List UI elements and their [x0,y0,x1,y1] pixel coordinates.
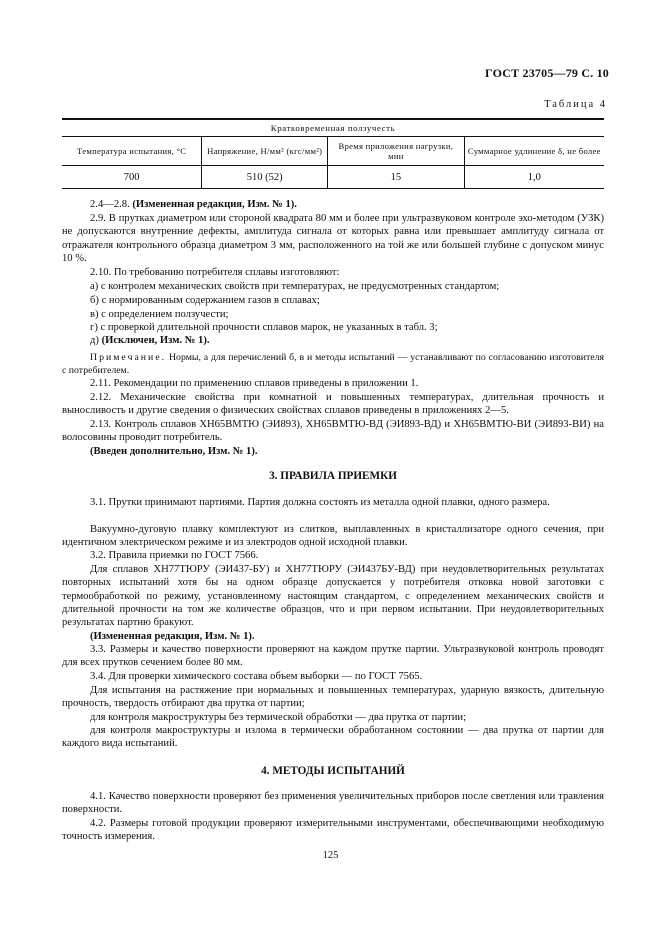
col-header-stress: Напряжение, Н/мм² (кгс/мм²) [202,137,328,166]
section-3-title: 3. ПРАВИЛА ПРИЕМКИ [269,470,397,482]
list-item-g: г) с проверкой длительной прочности сплавов марок, не указанных в табл. 3; [90,322,438,333]
paragraph-2-9: 2.9. В прутках диаметром или стороной квадрата 80 мм и более при ультразвуковом контроле эхо-методом (УЗК) не допускаются внутренние дефекты, амплитуда сигнала от которых равна или превышает амплитуду сигнала от отражателя контрольного образца диаметром 3 мм, расположенного на той же или большей глубине с допуском минус 10 %. [62,213,604,264]
note-label: Примечание. [90,352,167,363]
paragraph-2-10: 2.10. По требованию потребителя сплавы изготовляют: [90,267,340,278]
note-text: Нормы, а для перечислений б, в и методы испытаний — устанавливают по согласованию изготовителя с потребителем. [62,352,605,377]
paragraph-3-1-cont: Вакуумно-дуговую плавку комплектуют из слитков, выплавленных в кристаллизаторе одного сечения, при идентичном электрическом режиме и из электродов одной исходной плавки. [62,524,604,549]
table-cell: 15 [328,166,465,189]
paragraph-2-11: 2.11. Рекомендации по применению сплавов приведены в приложении 1. [90,378,419,389]
paragraph-2-12: 2.12. Механические свойства при комнатной и повышенных температурах, длительная прочность и выносливость и другие сведения о физических свойствах сплавов приведены в приложениях 2—5. [62,392,604,417]
paragraph-2-4-2-8 [62,198,604,211]
col-header-elongation: Суммарное удлинение δ, не более [464,137,604,166]
table-cell: 510 (52) [202,166,328,189]
amendment-note: (Измененная редакция, Изм. № 1). [132,199,297,210]
page-number: 125 [322,850,339,861]
paragraph-3-1: 3.1. Прутки принимают партиями. Партия должна состоять из металла одной плавки, одного размера. [90,497,550,508]
paragraph-4-1: 4.1. Качество поверхности проверяют без применения увеличительных приборов после светления или травления поверхности. [62,791,604,816]
amendment-note: (Исключен, Изм. № 1). [101,335,210,346]
paragraph-3-2: 3.2. Правила приемки по ГОСТ 7566. [90,550,259,561]
paragraph-3-3: 3.3. Размеры и качество поверхности проверяют на каждом прутке партии. Ультразвуковой контроль проводят для всех прутков сечением более 80 мм. [62,644,604,669]
list-item-b: б) с нормированным содержанием газов в сплавах; [90,295,320,306]
document-reference: ГОСТ 23705—79 С. 10 [485,66,609,80]
clause-number: 2.4—2.8. [90,199,130,210]
table-cell: 700 [62,166,202,189]
amendment-note: (Введен дополнительно, Изм. № 1). [90,446,258,457]
paragraph-3-4-fracture: для контроля макроструктуры и излома в термически обработанном состоянии — два прутка от партии для каждого вида испытаний. [62,725,604,750]
creep-table [62,118,604,189]
list-item-a: а) с контролем механических свойств при температурах, не предусмотренных стандартом; [90,281,500,292]
list-item-d [62,334,604,347]
paragraph-3-2-cont: Для сплавов ХН77ТЮРУ (ЭИ437-БУ) и ХН77ТЮРУ (ЭИ437БУ-ВД) при неудовлетворительных результатах повторных испытаний хотя бы на одном образце допускается у потребителя отковка новой заготовки с термообработкой по режиму, установленному настоящим стандартом, с определением механических свойств и длительной прочности на том же количестве образцов, что и при первом испытании. При неудовлетворительных результатах партию бракуют. [62,564,604,629]
table-caption: Таблица 4 [544,99,607,110]
section-4-title: 4. МЕТОДЫ ИСПЫТАНИЙ [261,765,405,777]
paragraph-4-2: 4.2. Размеры готовой продукции проверяют измерительными инструментами, обеспечивающими необходимую точность измерения. [62,818,604,843]
amendment-note: (Измененная редакция, Изм. № 1). [90,631,255,642]
table-row [62,166,604,189]
table-header-row [62,137,604,166]
col-header-temperature: Температура испытания, °С [62,137,202,166]
paragraph-3-4: 3.4. Для проверки химического состава объем выборки — по ГОСТ 7565. [90,671,423,682]
table-cell: 1,0 [464,166,604,189]
paragraph-2-13: 2.13. Контроль сплавов ХН65ВМТЮ (ЭИ893), ХН65ВМТЮ-ВД (ЭИ893-ВД) и ХН65ВМТЮ-ВИ (ЭИ893-ВИ) на волосовины проводит потребитель. [62,419,604,444]
list-item-v: в) с определением ползучести; [90,309,229,320]
table-group-header: Кратковременная ползучесть [62,119,604,137]
note [62,351,604,378]
paragraph-3-4-cont: Для испытания на растяжение при нормальных и повышенных температурах, ударную вязкость, длительную прочность, твердость отбирают два прутка от партии; [62,685,604,710]
col-header-load-time: Время приложения нагрузки, мин [328,137,465,166]
list-marker: д) [90,335,99,346]
table-group-header-row [62,119,604,137]
paragraph-3-4-macro: для контроля макроструктуры без термической обработки — два прутка от партии; [90,712,467,723]
